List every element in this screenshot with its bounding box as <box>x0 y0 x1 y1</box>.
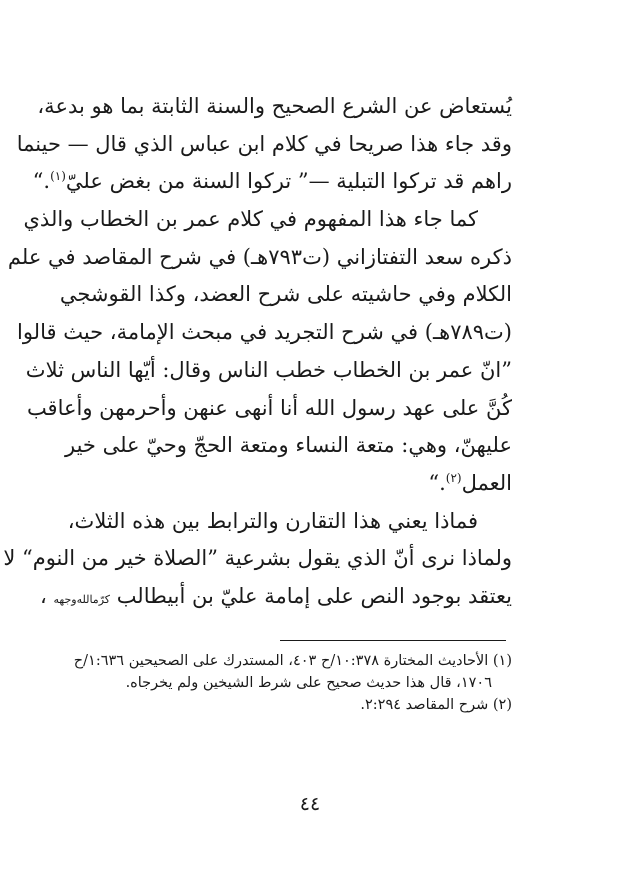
text-span: يُستعاض عن الشرع الصحيح والسنة الثابتة بما هو بدعة، <box>37 94 512 118</box>
footnote-separator <box>280 640 506 641</box>
text-line <box>65 427 512 465</box>
text-line <box>40 578 512 616</box>
footnotes <box>73 650 512 716</box>
text-span: كُنَّ على عهد رسول الله أنا أنهى عنهن وأحرمهن وأعاقب <box>26 395 512 420</box>
text-line <box>26 390 512 428</box>
footnote-ref-1[interactable]: (١) <box>50 169 66 184</box>
text-span: ولماذا نرى أنّ الذي يقول بشرعية ”الصلاة خير من النوم“ لا <box>3 546 512 571</box>
text-line <box>25 352 512 390</box>
text-span: .“ <box>428 470 446 495</box>
text-span: وقد جاء هذا صريحا في كلام ابن عباس الذي قال — حينما <box>16 131 512 156</box>
text-line <box>59 276 512 314</box>
text-span: الكلام وفي حاشيته على شرح العضد، وكذا القوشجي <box>59 282 512 307</box>
text-line <box>67 503 512 541</box>
page-number: ٤٤ <box>299 793 321 815</box>
text-span: فماذا يعني هذا التقارن والترابط بين هذه الثلاث، <box>67 508 478 533</box>
text-line <box>23 201 512 239</box>
footnote-1-line-2: ١٧٠٦، قال هذا حديث صحيح على شرط الشيخين ولم يخرجاه. <box>125 675 492 691</box>
text-span: ، <box>40 583 54 608</box>
text-span: العمل <box>461 470 512 495</box>
text-line <box>37 88 512 126</box>
text-span: ذكره سعد التفتازاني (ت٧٩٣هـ) في شرح المقاصد في علم <box>7 244 512 269</box>
text-span: عليهنّ، وهي: متعة النساء ومتعة الحجّ وحيّ على خير <box>65 433 512 458</box>
text-line <box>3 540 512 578</box>
main-text <box>3 88 512 616</box>
text-span: كما جاء هذا المفهوم في كلام عمر بن الخطاب والذي <box>23 207 478 232</box>
text-span: ”انّ عمر بن الخطاب خطب الناس وقال: أيّها الناس ثلاث <box>25 357 512 382</box>
text-span: .“ <box>32 169 51 194</box>
text-span: يعتقد بوجود النص على إمامة عليّ بن أبيطالب <box>110 583 512 608</box>
text-line <box>32 163 512 201</box>
text-line <box>7 239 512 277</box>
text-line <box>16 126 512 164</box>
text-span: (ت٧٨٩هـ) في شرح التجريد في مبحث الإمامة، حيث قالوا <box>17 320 512 345</box>
honorific: كرّمالله‌وجهه <box>53 592 111 606</box>
text-line <box>17 314 512 352</box>
footnote-ref-2[interactable]: (٢) <box>445 470 462 485</box>
text-span: راهم قد تركوا التبلية —” تركوا السنة من بغض عليّ <box>65 169 512 194</box>
footnote-2: (٢) شرح المقاصد ٢:٢٩٤. <box>360 697 512 713</box>
text-line <box>112 465 512 503</box>
footnote-1-line-1: (١) الأحاديث المختارة ١٠:٣٧٨/ح ٤٠٣، المستدرك على الصحيحين ١:٦٣٦/ح <box>73 653 512 669</box>
